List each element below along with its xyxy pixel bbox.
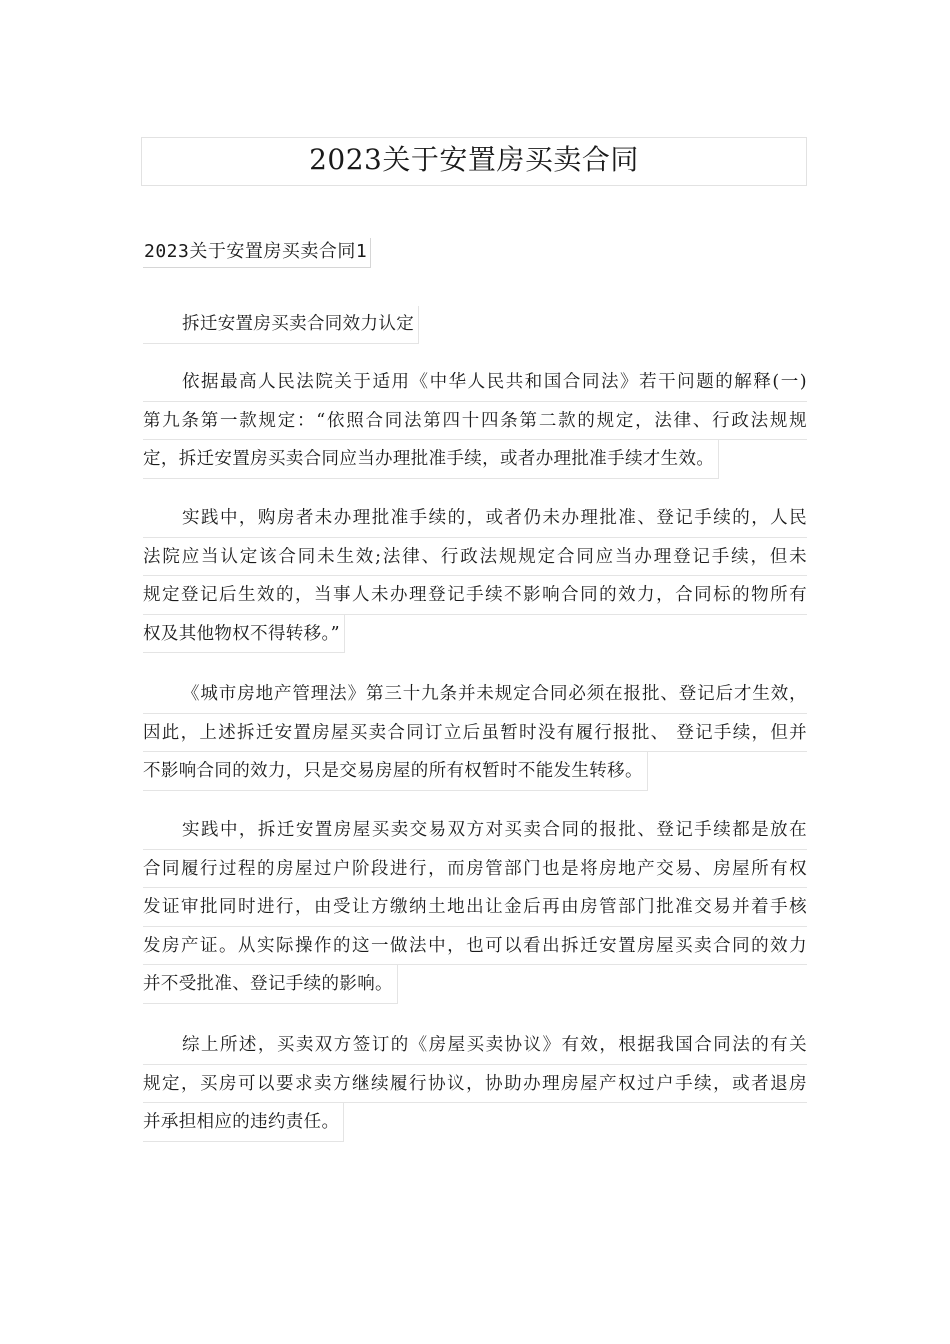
paragraph-line: 不影响合同的效力，只是交易房屋的所有权暂时不能发生转移。 xyxy=(143,752,648,791)
paragraph-line: 权及其他物权不得转移。” xyxy=(143,615,345,654)
paragraph-line: 因此，上述拆迁安置房屋买卖合同订立后虽暂时没有履行报批、 登记手续，但并 xyxy=(143,714,807,753)
section-heading: 拆迁安置房买卖合同效力认定 xyxy=(143,306,419,344)
paragraph-1 xyxy=(143,363,807,483)
paragraph-2 xyxy=(143,499,807,657)
paragraph-line: 并承担相应的违约责任。 xyxy=(143,1103,344,1142)
paragraph-line: 依据最高人民法院关于适用《中华人民共和国合同法》若干问题的解释(一) xyxy=(143,363,807,402)
paragraph-5 xyxy=(143,1026,807,1146)
paragraph-line: 发证审批同时进行，由受让方缴纳土地出让金后再由房管部门批准交易并着手核 xyxy=(143,888,807,927)
section-heading-block xyxy=(143,306,807,344)
document-subtitle: 2023关于安置房买卖合同1 xyxy=(143,238,371,268)
paragraph-3 xyxy=(143,675,807,795)
paragraph-line: 规定，买房可以要求卖方继续履行协议，协助办理房屋产权过户手续，或者退房 xyxy=(143,1065,807,1104)
paragraph-line: 定，拆迁安置房买卖合同应当办理批准手续，或者办理批准手续才生效。 xyxy=(143,440,719,479)
document-title: 2023关于安置房买卖合同 xyxy=(141,137,807,186)
paragraph-line: 实践中，拆迁安置房屋买卖交易双方对买卖合同的报批、登记手续都是放在 xyxy=(143,811,807,850)
paragraph-line: 综上所述，买卖双方签订的《房屋买卖协议》有效，根据我国合同法的有关 xyxy=(143,1026,807,1065)
paragraph-line: 合同履行过程的房屋过户阶段进行，而房管部门也是将房地产交易、房屋所有权 xyxy=(143,850,807,889)
paragraph-line: 第九条第一款规定：“依照合同法第四十四条第二款的规定，法律、行政法规规 xyxy=(143,402,807,441)
paragraph-line: 发房产证。从实际操作的这一做法中，也可以看出拆迁安置房屋买卖合同的效力 xyxy=(143,927,807,966)
paragraph-line: 《城市房地产管理法》第三十九条并未规定合同必须在报批、登记后才生效， xyxy=(143,675,807,714)
paragraph-line: 并不受批准、登记手续的影响。 xyxy=(143,965,398,1004)
paragraph-4 xyxy=(143,811,807,1008)
paragraph-line: 规定登记后生效的，当事人未办理登记手续不影响合同的效力，合同标的物所有 xyxy=(143,576,807,615)
paragraph-line: 法院应当认定该合同未生效;法律、行政法规规定合同应当办理登记手续，但未 xyxy=(143,538,807,577)
paragraph-line: 实践中，购房者未办理批准手续的，或者仍未办理批准、登记手续的，人民 xyxy=(143,499,807,538)
